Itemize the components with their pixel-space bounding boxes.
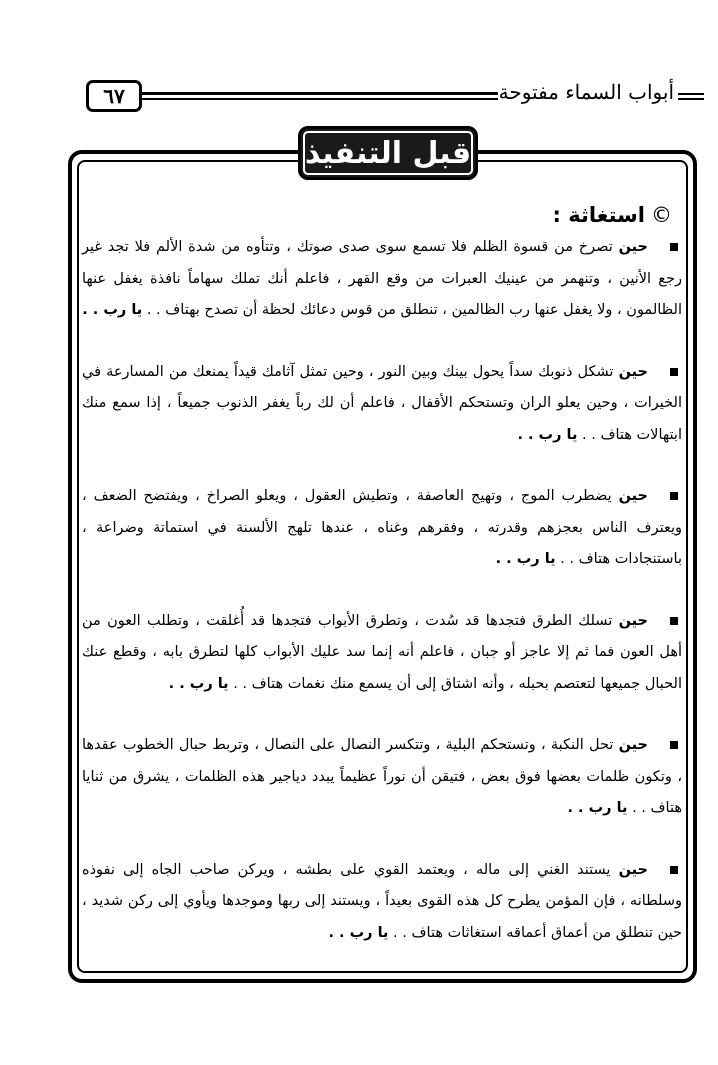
paragraph-text: يستند الغني إلى ماله ، ويعتمد القوي على بطشه ، ويركن صاحب الجاه إلى نفوذه وسلطانه ، فإن المؤمن يطرح كل هذه القوى بعيداً ، ويستند إلى ربها وموجدها ويأوي إلى ركن شديد ، حين تنطلق من أعماق أعماقه استغاثات هتاف . .: [82, 861, 682, 941]
page-number: ٦٧: [86, 80, 142, 112]
bullet-square-icon: [670, 243, 678, 251]
bullet-square-icon: [670, 492, 678, 500]
bullet-square-icon: [670, 617, 678, 625]
paragraph-lead: حين: [618, 239, 648, 255]
paragraph-closing: يا رب . .: [495, 551, 556, 567]
chapter-title: قبل التنفيذ: [298, 126, 478, 180]
paragraph: [82, 481, 682, 576]
bullet-square-icon: [670, 368, 678, 376]
paragraph: [82, 357, 682, 452]
paragraph: [82, 855, 682, 950]
section-heading: [82, 200, 682, 230]
header-rule-secondary: [140, 98, 498, 100]
paragraph-closing: يا رب . .: [517, 426, 578, 443]
paragraph: [82, 730, 682, 825]
header-rule: [140, 92, 498, 95]
paragraph-text: تشكل ذنوبك سداً يحول بينك وبين النور ، وحين تمثل آثامك قيداً يمنعك من المسارعة في الخيرات ، وحين يعلو الران وتستحكم الأقفال ، فاعلم أن لك رباً يغفر الذنوب جميعاً ، إذا سمع منك ابتهالات هتاف . .: [82, 363, 682, 443]
paragraph-lead: حين: [618, 363, 648, 380]
paragraph-lead: حين: [618, 737, 648, 753]
paragraph-text: تصرخ من قسوة الظلم فلا تسمع سوى صدى صوتك ، وتتأوه من شدة الألم فلا تجد غير رجع الأنين ، وتنهمر من عينيك العبرات من وقع القهر ، فاعلم أنك تملك سهاماً نافذة يغفل عنها الظالمون ، ولا يغفل عنها رب الظالمين ، تنطلق من قوس دعائك لحظة أن تصدح بهتاف . .: [82, 239, 682, 318]
bullet-square-icon: [670, 866, 678, 874]
paragraph-closing: يا رب . .: [328, 924, 389, 941]
copyright-circle-icon: ©: [651, 203, 672, 227]
section-heading-text: استغاثة :: [552, 203, 645, 227]
paragraph-text: تحل النكبة ، وتستحكم البلية ، وتتكسر النصال على النصال ، وتربط حبال الخطوب عقدها ، وتكون ظلمات بعضها فوق بعض ، فتيقن أن نوراً عظيماً يبدد دياجير هذه الظلمات ، يشرق من ثنايا هتاف . .: [82, 737, 682, 816]
paragraph-lead: حين: [618, 612, 648, 629]
paragraph-closing: يا رب . .: [168, 675, 229, 692]
bullet-square-icon: [670, 741, 678, 749]
paragraph-lead: حين: [618, 861, 648, 878]
paragraph-text: يضطرب الموج ، وتهيج العاصفة ، وتطيش العقول ، ويعلو الصراخ ، ويفتضح الضعف ، ويعترف الناس بعجزهم وقدرته ، وفقرهم وغناه ، عندها تلهج الألسنة في استماتة وضراعة ، باستنجادات هتاف . .: [82, 488, 682, 567]
header-rule-end-secondary: [678, 98, 704, 100]
paragraph: [82, 606, 682, 701]
paragraph-text: تسلك الطرق فتجدها قد سُدت ، وتطرق الأبواب فتجدها قد أُغلقت ، وتطلب العون من أهل العون فما ثم إلا عاجز أو جبان ، فاعلم أنه إنما سد عليك الأبواب كلها لتطرق بابه ، وقطع عنك الحبال جميعها لتعتصم بحبله ، وأنه اشتاق إلى أن يسمع منك نغمات هتاف . .: [82, 612, 682, 692]
page-body: [82, 200, 682, 949]
paragraph-closing: يا رب . .: [82, 302, 143, 318]
running-title: أبواب السماء مفتوحة: [498, 80, 674, 104]
running-header: [86, 82, 704, 112]
paragraph-lead: حين: [618, 488, 648, 504]
header-rule-end: [678, 93, 704, 95]
paragraph-closing: يا رب . .: [567, 800, 628, 816]
paragraph: [82, 232, 682, 327]
